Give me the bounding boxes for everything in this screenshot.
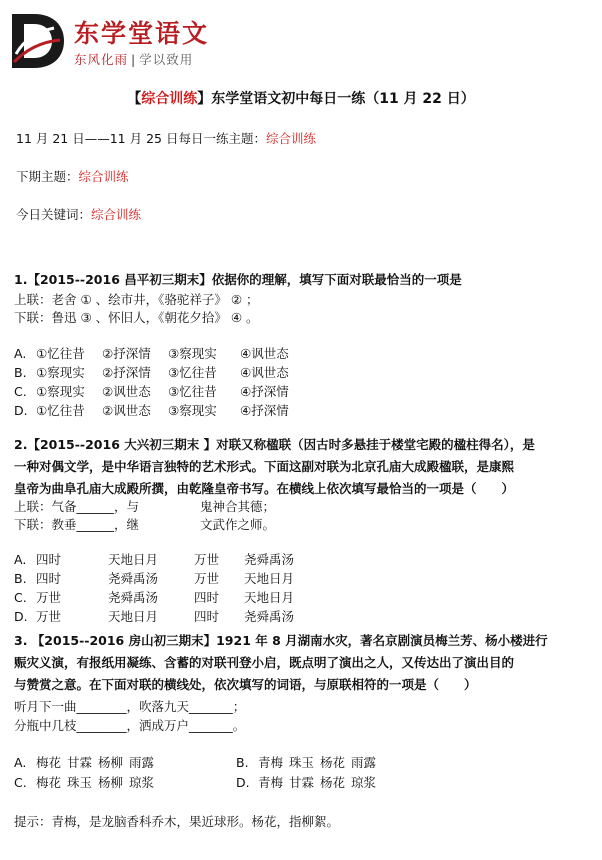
option-item: ①察现实: [36, 384, 85, 399]
title-text: 东学堂语文初中每日一练（11 月 22 日）: [211, 91, 475, 107]
q3-options-row: [14, 773, 458, 793]
option-item: 四时: [36, 552, 62, 567]
q3-stem-line: 3. 【2015--2016 房山初三期末】1921 年 8 月湖南水灾，著名京剧演员梅兰芳、杨小楼进行: [14, 633, 548, 648]
q3-options-row: [14, 753, 458, 773]
q2-options: [14, 550, 294, 626]
q3-line-upper: 听月下一曲________，吹落九天_______；: [14, 699, 246, 714]
hint-text: 提示：青梅，是龙脑香科乔木，果近球形。杨花，指柳絮。: [14, 814, 340, 829]
q3-option-b: [236, 753, 458, 773]
option-item: 雨露: [129, 755, 155, 770]
title-tag: 综合训练: [141, 91, 198, 107]
option-item: 甘霖: [67, 755, 93, 770]
option-item: 琼浆: [351, 775, 377, 790]
q1-option-b: [14, 363, 289, 382]
option-letter: D.: [14, 403, 28, 418]
slogan-separator: |: [131, 52, 137, 67]
option-item: ②讽世态: [102, 384, 151, 399]
option-item: ③忆往昔: [168, 365, 217, 380]
q2-stem: [14, 434, 592, 500]
option-letter: A.: [14, 346, 27, 361]
option-item: ③察现实: [168, 403, 217, 418]
q1-options: [14, 344, 289, 420]
option-item: ①忆往昔: [36, 346, 85, 361]
q3-stem-line: 与赞赏之意。在下面对联的横线处，依次填写的词语，与原联相符的一项是（ ）: [14, 677, 477, 692]
option-item: 雨露: [351, 755, 377, 770]
option-item: ④讽世态: [240, 365, 289, 380]
logo-d-icon: [8, 10, 66, 72]
couplet-part: 上联：气备______，与: [14, 499, 140, 514]
option-item: 杨花: [320, 755, 346, 770]
q2-stem-line: 2.【2015--2016 大兴初三期末 】对联又称楹联（因古时多悬挂于楼堂宅殿的楹柱得名），是: [14, 437, 535, 452]
option-item: 万世: [194, 571, 220, 586]
logo-name: 东学堂语文: [74, 19, 210, 48]
option-item: ②讽世态: [102, 403, 151, 418]
option-item: 天地日月: [108, 552, 159, 567]
q2-line-upper: [14, 497, 275, 515]
option-item: 四时: [194, 609, 220, 624]
option-item: 梅花: [36, 775, 62, 790]
option-item: ②抒深情: [102, 346, 151, 361]
meta-value: 综合训练: [91, 207, 142, 222]
option-letter: B.: [14, 365, 27, 380]
option-item: 珠玉: [67, 775, 93, 790]
slogan-part-b: 学以致用: [139, 52, 194, 67]
option-item: ④讽世态: [240, 346, 289, 361]
option-letter: C.: [14, 775, 27, 790]
title-bracket-left: 【: [127, 91, 142, 107]
option-item: 尧舜禹汤: [244, 609, 295, 624]
q2-option-d: [14, 607, 294, 626]
q3-stem: [14, 630, 592, 696]
option-letter: A.: [14, 755, 27, 770]
meta-label: 今日关键词：: [16, 207, 92, 222]
q1-option-a: [14, 344, 289, 363]
q3-option-d: [236, 773, 458, 793]
option-item: ②抒深情: [102, 365, 151, 380]
option-letter: D.: [14, 609, 28, 624]
meta-next-theme: [16, 167, 129, 185]
option-item: 杨花: [320, 775, 346, 790]
q3-line-lower: 分瓶中几枝________，洒成万户_______。: [14, 718, 246, 733]
meta-value: 综合训练: [78, 169, 129, 184]
option-item: 琼浆: [129, 775, 155, 790]
option-item: 天地日月: [244, 590, 295, 605]
header-logo: [8, 8, 248, 74]
meta-label: 下期主题：: [16, 169, 79, 184]
q3-option-c: [14, 773, 236, 793]
couplet-part: 鬼神合其德；: [200, 499, 276, 514]
option-item: 杨柳: [98, 775, 124, 790]
option-item: 万世: [194, 552, 220, 567]
meta-keyword: [16, 205, 141, 223]
couplet-part: 下联：教垂______，继: [14, 517, 140, 532]
option-item: 万世: [36, 609, 62, 624]
option-item: 青梅: [258, 775, 284, 790]
option-item: 天地日月: [108, 609, 159, 624]
q2-stem-line: 皇帝为曲阜孔庙大成殿所撰，由乾隆皇帝书写。在横线上依次填写最恰当的一项是（ ）: [14, 481, 515, 496]
q2-option-a: [14, 550, 294, 569]
couplet-part: 文武作之师。: [200, 517, 276, 532]
meta-week-theme: [16, 129, 316, 147]
option-item: ①察现实: [36, 365, 85, 380]
option-item: 甘霖: [289, 775, 315, 790]
slogan-part-a: 东风化雨: [74, 52, 129, 67]
option-item: ④抒深情: [240, 384, 289, 399]
q2-option-c: [14, 588, 294, 607]
option-letter: C.: [14, 384, 27, 399]
q2-line-lower: [14, 515, 275, 533]
option-item: 尧舜禹汤: [108, 571, 159, 586]
option-item: 尧舜禹汤: [244, 552, 295, 567]
document-title: [0, 88, 602, 108]
option-letter: B.: [14, 571, 27, 586]
q1-line-lower: 下联：鲁迅 ③ 、怀旧人，《朝花夕拾》 ④ 。: [14, 310, 259, 325]
meta-value: 综合训练: [265, 131, 316, 146]
option-letter: A.: [14, 552, 27, 567]
option-letter: B.: [236, 755, 249, 770]
q3-stem-line: 赈灾义演，有报纸用凝练、含蓄的对联刊登小启，既点明了演出之人，又传达出了演出目的: [14, 655, 515, 670]
logo-slogan: [74, 50, 193, 68]
q1-option-d: [14, 401, 289, 420]
option-item: 杨柳: [98, 755, 124, 770]
option-item: 珠玉: [289, 755, 315, 770]
option-item: 万世: [36, 590, 62, 605]
option-letter: C.: [14, 590, 27, 605]
q2-stem-line: 一种对偶文学，是中华语言独特的艺术形式。下面这副对联为北京孔庙大成殿楹联，是康熙: [14, 459, 515, 474]
option-item: 四时: [194, 590, 220, 605]
option-item: ④抒深情: [240, 403, 289, 418]
option-item: 天地日月: [244, 571, 295, 586]
q3-options: [14, 753, 458, 793]
option-item: 四时: [36, 571, 62, 586]
q1-option-c: [14, 382, 289, 401]
option-item: 尧舜禹汤: [108, 590, 159, 605]
option-item: 青梅: [258, 755, 284, 770]
q1-heading: 1.【2015--2016 昌平初三期末】依据你的理解，填写下面对联最恰当的一项是: [14, 272, 462, 287]
option-item: 梅花: [36, 755, 62, 770]
option-item: ①忆往昔: [36, 403, 85, 418]
meta-label: 11 月 21 日——11 月 25 日每日一练主题：: [16, 131, 266, 146]
option-item: ③察现实: [168, 346, 217, 361]
q2-option-b: [14, 569, 294, 588]
title-bracket-right: 】: [197, 91, 212, 107]
q3-option-a: [14, 753, 236, 773]
option-letter: D.: [236, 775, 250, 790]
q1-line-upper: 上联：老舍 ① 、绘市井，《骆驼祥子》 ② ；: [14, 292, 259, 307]
option-item: ③忆往昔: [168, 384, 217, 399]
